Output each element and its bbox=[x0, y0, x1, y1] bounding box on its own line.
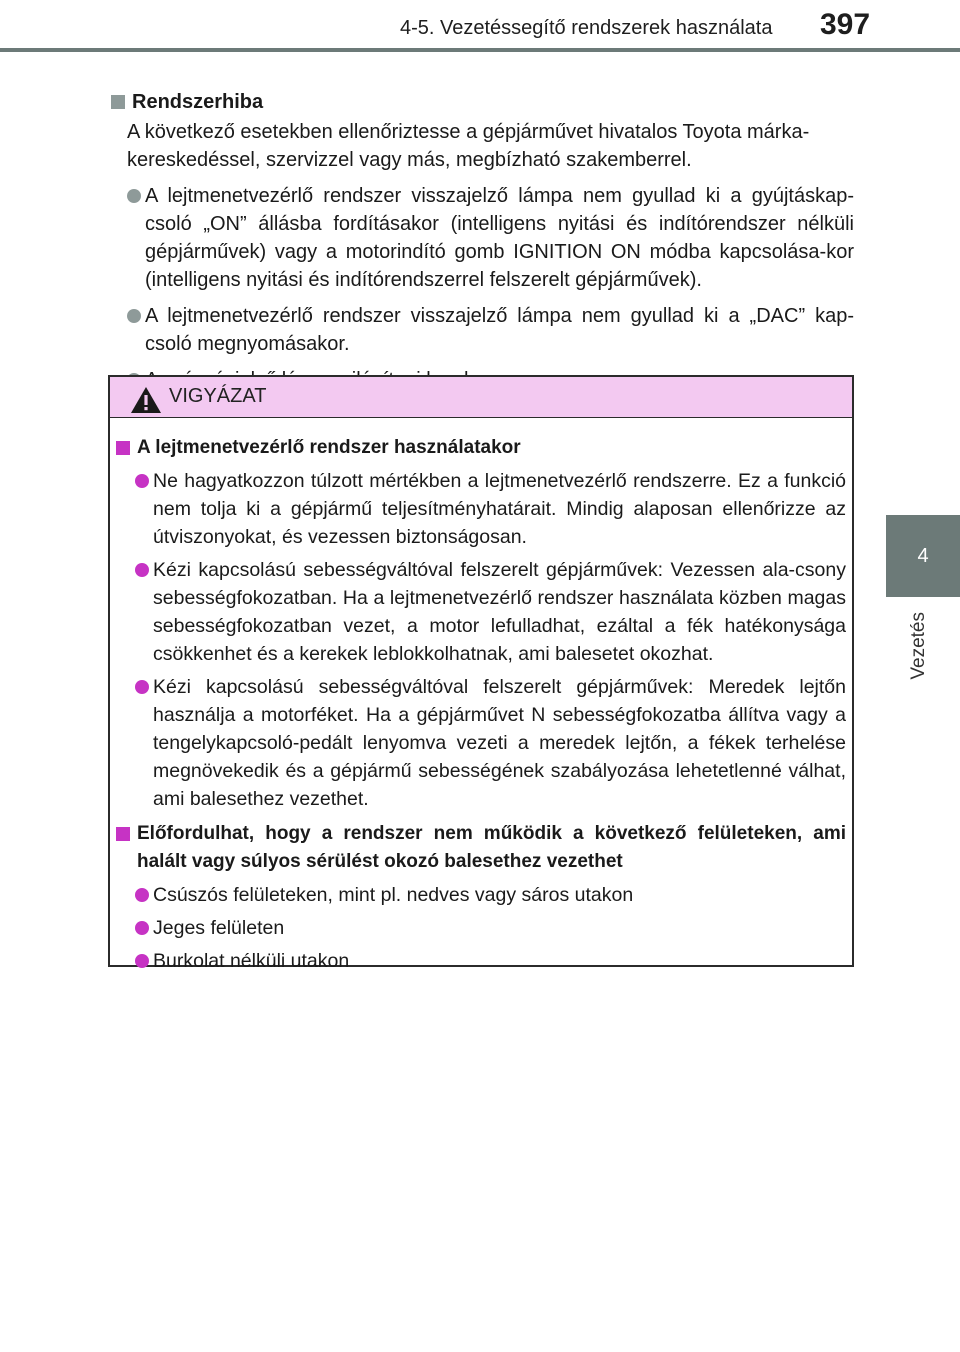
page-number: 397 bbox=[820, 8, 871, 41]
caution-box bbox=[108, 375, 854, 972]
square-bullet-icon bbox=[116, 827, 130, 841]
list-item: Csúszós felületeken, mint pl. nedves vagy sáros utakon bbox=[135, 881, 846, 909]
section-heading-text: Rendszerhiba bbox=[132, 91, 264, 113]
list-item: Burkolat nélküli utakon bbox=[135, 947, 846, 975]
list-item: Kézi kapcsolású sebességváltóval felszerelt gépjárművek: Vezessen ala-csony sebességfokozatban. Ha a lejtmenetvezérlő rendszer használata közben magas sebességfokozatban vezet, a motor lefulladhat, ezáltal a fék hatékonysága csökkenhet és a kerekek leblokkolhatnak, ami balesetet okozhat. bbox=[135, 556, 846, 668]
header-rule bbox=[0, 48, 960, 52]
running-header-title: 4-5. Vezetéssegítő rendszerek használata bbox=[400, 17, 773, 39]
list-item: A lejtmenetvezérlő rendszer visszajelző lámpa nem gyullad ki a gyújtáskap-csoló „ON” állásba fordításakor (intelligens nyitási és indítórendszer nélküli gépjárművek) vagy a motorindító gomb IGNITION ON módba kapcsolása-kor (intelligens nyitási és indítórendszerrel felszerelt gépjárművek). bbox=[127, 182, 854, 294]
caution-heading bbox=[113, 434, 846, 462]
main-section bbox=[108, 88, 854, 394]
square-bullet-icon bbox=[111, 95, 125, 109]
chapter-label bbox=[878, 612, 960, 702]
list-item: A lejtmenetvezérlő rendszer visszajelző lámpa nem gyullad ki a „DAC” kap-csoló megnyomásakor. bbox=[127, 302, 854, 358]
section-intro: A következő esetekben ellenőriztesse a gépjárművet hivatalos Toyota márka-kereskedéssel, szervizzel vagy más, megbízható szakemberrel. bbox=[127, 121, 810, 171]
section-heading bbox=[108, 88, 854, 116]
caution-heading bbox=[113, 820, 846, 876]
list-item: Jeges felületen bbox=[135, 914, 846, 942]
list-item: Ne hagyatkozzon túlzott mértékben a lejtmenetvezérlő rendszerre. Ez a funkció nem tolja ki a gépjármű teljesítményhatárait. Mindig alaposan ellenőrizze az útviszonyokat, és vezessen biztonságosan. bbox=[135, 467, 846, 551]
caution-header bbox=[110, 377, 852, 418]
chapter-tab: 4 bbox=[886, 515, 960, 597]
caution-body bbox=[110, 418, 852, 975]
caution-heading-text: A lejtmenetvezérlő rendszer használatakor bbox=[137, 437, 521, 458]
caution-heading-text: Előfordulhat, hogy a rendszer nem működik a következő felületeken, ami halált vagy súlyos sérülést okozó balesethez vezethet bbox=[137, 823, 846, 872]
warning-triangle-icon bbox=[130, 386, 162, 414]
caution-label: VIGYÁZAT bbox=[169, 385, 267, 407]
chapter-label-text: Vezetés bbox=[908, 612, 929, 680]
square-bullet-icon bbox=[116, 441, 130, 455]
list-item: Kézi kapcsolású sebességváltóval felszerelt gépjárművek: Meredek lejtőn használja a motorféket. Ha a gépjárművet N sebességfokozatba állítva vagy a tengelykapcsoló-pedált lenyomva vezeti a meredek lejtőn, a fékek terhelése megnövekedik és a gépjármű sebességének szabályozása lehetetlenné válhat, ami balesethez vezethet. bbox=[135, 673, 846, 813]
